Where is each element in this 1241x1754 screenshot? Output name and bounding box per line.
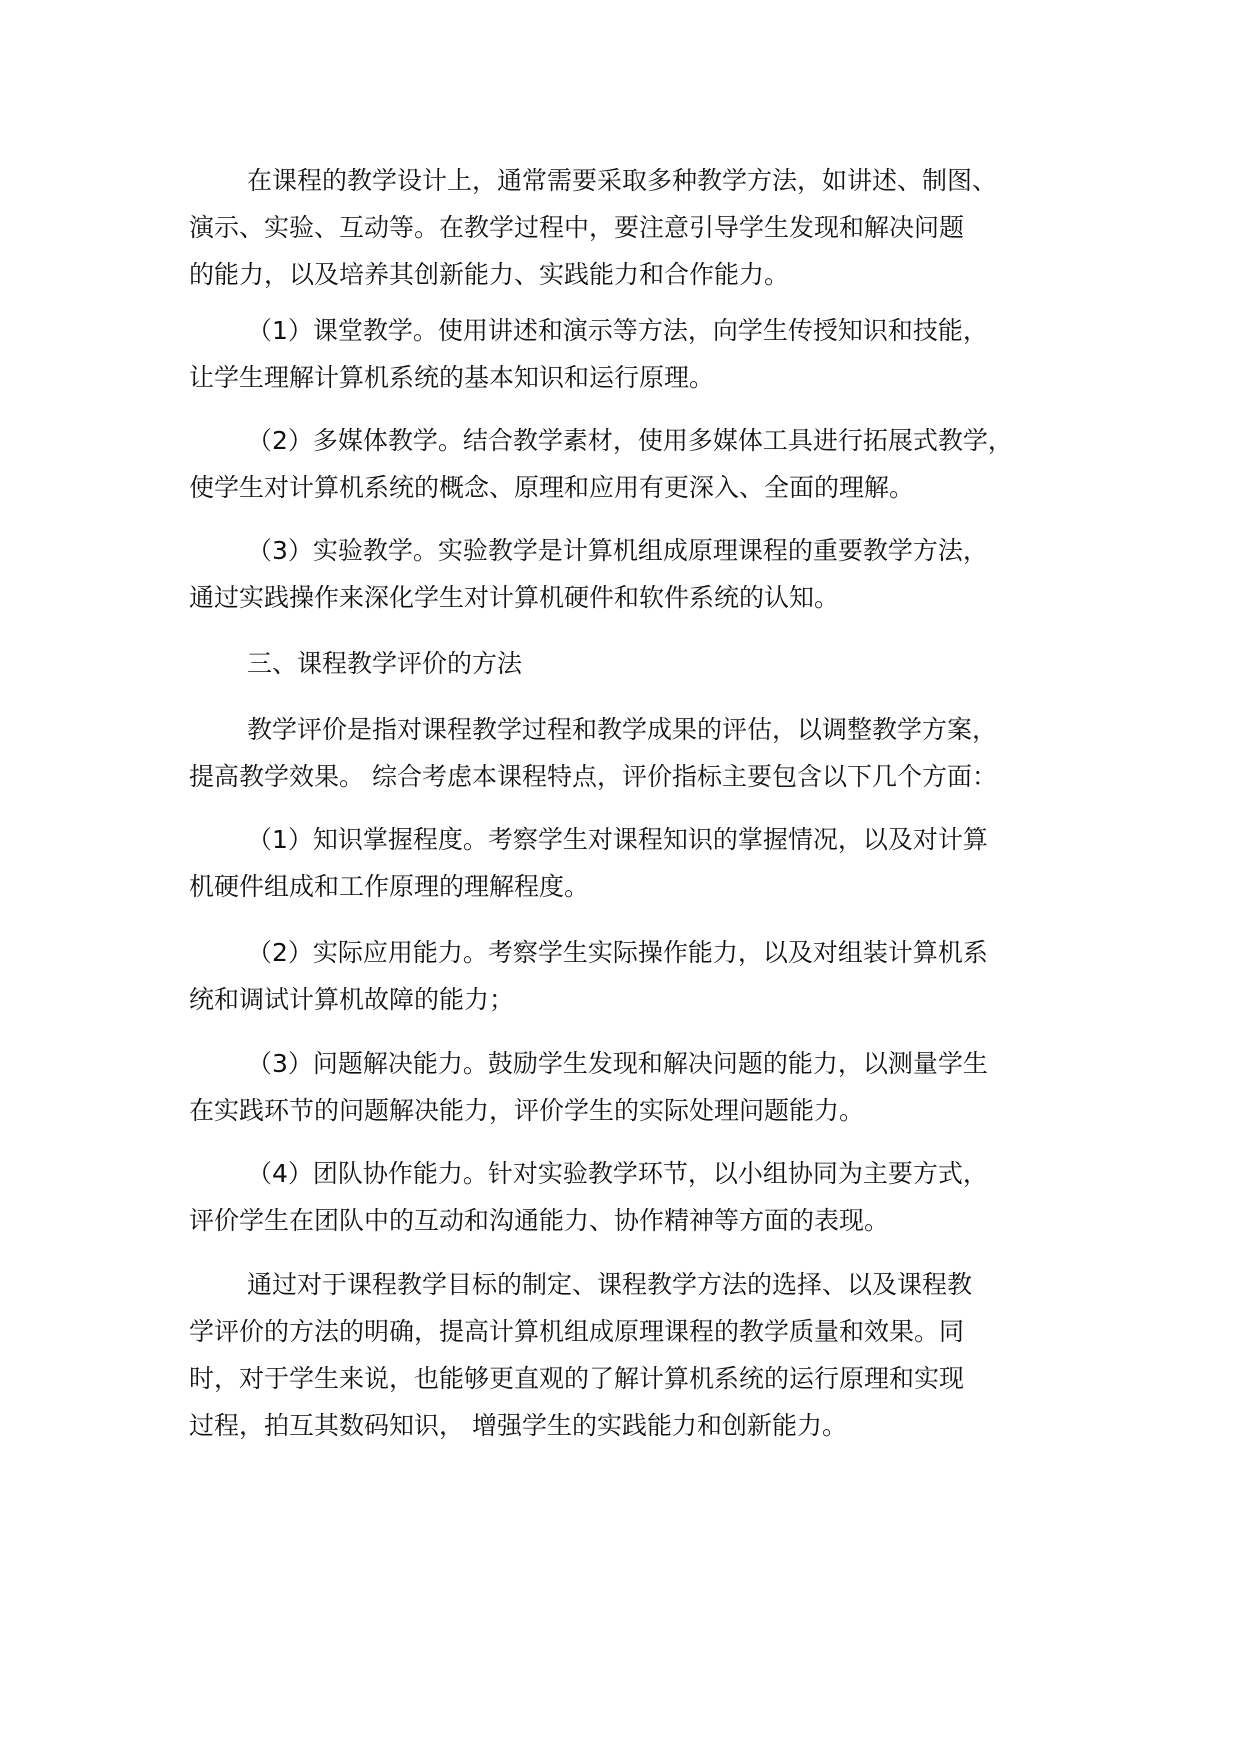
paragraph-line: （2）实际应用能力。考察学生实际操作能力，以及对组装计算机系	[247, 938, 988, 967]
paragraph-line: 通过对于课程教学目标的制定、课程教学方法的选择、以及课程教	[247, 1270, 973, 1299]
paragraph-line: 让学生理解计算机系统的基本知识和运行原理。	[189, 363, 715, 392]
paragraph-line: 在课程的教学设计上，通常需要采取多种教学方法，如讲述、制图、	[247, 166, 998, 195]
section-heading-text: 三、课程教学评价的方法	[247, 649, 523, 678]
paragraph-line: 通过实践操作来深化学生对计算机硬件和软件系统的认知。	[189, 583, 840, 612]
paragraph-line: 提高教学效果。 综合考虑本课程特点，评价指标主要包含以下几个方面：	[189, 762, 997, 791]
paragraph-line: （1）知识掌握程度。考察学生对课程知识的掌握情况，以及对计算	[247, 825, 988, 854]
paragraph-method-2	[189, 417, 1089, 511]
paragraph-line: （1）课堂教学。使用讲述和演示等方法，向学生传授知识和技能，	[247, 316, 988, 345]
paragraph-line: （2）多媒体教学。结合教学素材，使用多媒体工具进行拓展式教学，	[247, 426, 1013, 455]
paragraph-line: 学评价的方法的明确，提高计算机组成原理课程的教学质量和效果。同	[189, 1317, 965, 1346]
paragraph-criterion-2	[189, 929, 1089, 1023]
paragraph-line: （4）团队协作能力。针对实验教学环节，以小组协同为主要方式，	[247, 1159, 988, 1188]
paragraph-line: （3）实验教学。实验教学是计算机组成原理课程的重要教学方法，	[247, 536, 988, 565]
paragraph-line: 的能力，以及培养其创新能力、实践能力和合作能力。	[189, 260, 790, 289]
paragraph-method-3	[189, 527, 1089, 621]
paragraph-criterion-4	[189, 1150, 1089, 1244]
paragraph-line: 使学生对计算机系统的概念、原理和应用有更深入、全面的理解。	[189, 473, 915, 502]
paragraph-criterion-3	[189, 1040, 1089, 1134]
paragraph-line: 过程，拍互其数码知识， 增强学生的实践能力和创新能力。	[189, 1411, 847, 1440]
paragraph-criterion-1	[189, 816, 1089, 910]
paragraph-method-1	[189, 307, 1089, 401]
paragraph-line: 教学评价是指对课程教学过程和教学成果的评估，以调整教学方案，	[247, 715, 998, 744]
paragraph-conclusion	[189, 1261, 1089, 1449]
paragraph-line: 时，对于学生来说，也能够更直观的了解计算机系统的运行原理和实现	[189, 1364, 965, 1393]
paragraph-line: 在实践环节的问题解决能力，评价学生的实际处理问题能力。	[189, 1096, 865, 1125]
paragraph-line: 统和调试计算机故障的能力；	[189, 985, 515, 1014]
paragraph-evaluation-intro	[189, 706, 1089, 800]
section-heading	[189, 640, 1089, 687]
paragraph-line: （3）问题解决能力。鼓励学生发现和解决问题的能力，以测量学生	[247, 1049, 988, 1078]
paragraph-line: 评价学生在团队中的互动和沟通能力、协作精神等方面的表现。	[189, 1206, 890, 1235]
paragraph-intro	[189, 157, 1089, 298]
paragraph-line: 演示、实验、互动等。在教学过程中，要注意引导学生发现和解决问题	[189, 213, 965, 242]
paragraph-line: 机硬件组成和工作原理的理解程度。	[189, 872, 590, 901]
